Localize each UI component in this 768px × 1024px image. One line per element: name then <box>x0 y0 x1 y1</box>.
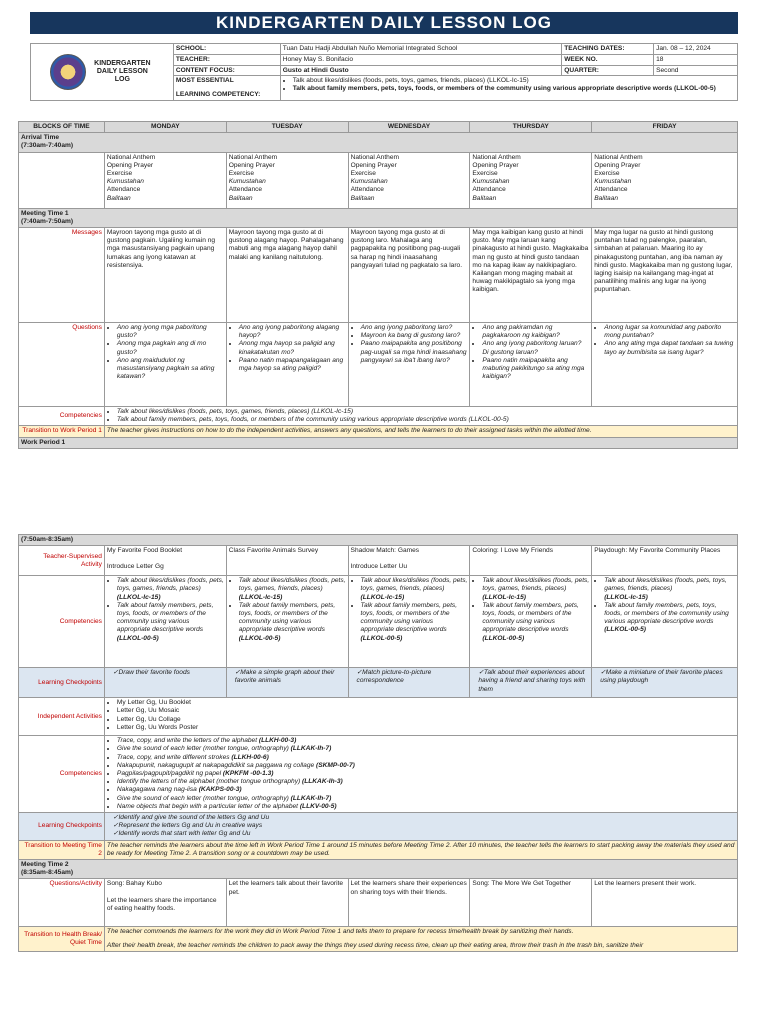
header-logo-cell <box>31 44 174 101</box>
arrival-blank <box>19 152 105 208</box>
w1-comp-monday: • Talk about likes/dislikes (foods, pets, toys, games, friends, places) (LLKOL-Ic-15) • Talk about family members, pets, toys, foods, or members of the community using various appropriate descriptive words (LLKOL-00-5) <box>104 576 226 668</box>
arrival-time: (7:30am-7:40am) <box>21 142 74 150</box>
m1-competencies: • Talk about likes/dislikes (foods, pets, toys, games, friends, places) (LLKOL-Ic-15) • Talk about family members, pets, toys, foods, or members of the community using various appropriate descriptive words (LLKOL-00-5) <box>104 407 737 426</box>
qa-tuesday: Let the learners talk about their favorite pet. <box>226 879 348 927</box>
transition-meeting2-label: Transition to Meeting Time 2 <box>19 840 105 859</box>
tsa-tuesday: Class Favorite Animals Survey <box>226 546 348 576</box>
deped-seal-logo <box>50 54 86 90</box>
schedule-table-page-2 <box>18 534 738 952</box>
focus-value: Gusto at Hindi Gusto <box>280 65 561 76</box>
tsa-friday: Playdough: My Favorite Community Places <box>592 546 738 576</box>
message-thursday: May mga kaibigan kang gusto at hindi gusto. May mga laruan kang pinakagusto at hindi gusto. Magkakaiba man ng gusto at hindi gusto tandaan mo na kapag ikaw ay nakikipaglaro. Kailangan mong maging mabait at huwag makikipagtalo sa iyong mga kaibigan. <box>470 228 592 323</box>
w1-comp-friday: • Talk about likes/dislikes (foods, pets, toys, games, friends, places) (LLKOL-Ic-15) • Talk about family members, pets, toys, foods, or members of the community using various appropriate descriptive words (LLKOL-00-5) <box>592 576 738 668</box>
schedule-table-page-1 <box>18 121 738 449</box>
arrival-title: Arrival Time <box>21 134 59 142</box>
message-wednesday: Mayroon tayong mga gusto at di gustong laro. Mahalaga ang pagpapakita ng positibong pag-uugali sa harap ng hindi inaasahang pangyayari tulad ng pagkatalo sa laro. <box>348 228 470 323</box>
mel-label-line-2: LEARNING COMPETENCY: <box>175 91 261 99</box>
meeting1-section <box>19 208 738 227</box>
week-value: 18 <box>654 54 738 65</box>
message-friday: May mga lugar na gusto at hindi gustong puntahan tulad ng palengke, paaralan, simbahan at palaruan. Maaring ito ay pinakagustong puntahan, ang iba naman ay hindi gusto. Magkakaiba man ng gustong lugar, laging isaisip na kailangang mag-ingat at panatilihing malinis ang lugar na iyong pupuntahan. <box>592 228 738 323</box>
questions-monday: • Ano ang iyong mga paboritong gusto? • Anong mga pagkain ang di mo gusto? • Ano ang maidudulot ng masustansiyang pagkain sa ating katawan? <box>104 323 226 407</box>
school-label: SCHOOL: <box>173 44 280 55</box>
arrival-tuesday: National Anthem Opening Prayer Exercise Kumustahan Attendance Balitaan <box>226 152 348 208</box>
qa-label: Questions/Activity <box>19 879 105 927</box>
questions-thursday: • Ano ang pakiramdan ng pagkakaroon ng kaibigan? • Ano ang iyong paboritong laruan? Di gustong laruan? • Paano natin maipapakita ang mabuting pakikitungo sa ating mga kaibigan? <box>470 323 592 407</box>
logo-title: KINDERGARTEN DAILY LESSON LOG <box>94 59 151 83</box>
mel-label-line-1: MOST ESSENTIAL <box>175 77 234 85</box>
transition-work1-label: Transition to Work Period 1 <box>19 426 105 437</box>
questions-wednesday: • Ano ang iyong paboritong laro? • Mayroon ka bang di gustong laro? • Paano maipapakita ang positibong pag-uugali sa mga hindi inaasahang pangyayari sa iba't ibang laro? <box>348 323 470 407</box>
arrival-friday: National Anthem Opening Prayer Exercise Kumustahan Attendance Balitaan <box>592 152 738 208</box>
work1-time: (7:50am-8:35am) <box>19 535 738 546</box>
ind-checkpoints: ✓ Identify and give the sound of the letters Gg and Uu ✓ Represent the letters Gg and Uu in creative ways ✓ Identify words that start with letter Gg and Uu <box>104 813 737 841</box>
arrival-thursday: National Anthem Opening Prayer Exercise Kumustahan Attendance Balitaan <box>470 152 592 208</box>
teacher-value: Honey May S. Bonifacio <box>280 54 561 65</box>
school-value: Tuan Datu Hadji Abdullah Nuño Memorial Integrated School <box>280 44 561 55</box>
header-table <box>30 43 738 101</box>
questions-label: Questions <box>19 323 105 407</box>
transition-break-text: The teacher commends the learners for the work they did in Work Period Time 1 and tells them to prepare for recess time/health break by sanitizing their hands. After their health break, the teacher reminds the children to pack away the things they used during recess time, clean up their eating area, throw their trash in the trash bin, sanitize their <box>104 927 737 951</box>
checkpoint-tuesday: ✓ Make a simple graph about their favorite animals <box>226 668 348 698</box>
col-head-thursday: THURSDAY <box>470 122 592 133</box>
tsa-label: Teacher-Supervised Activity <box>19 546 105 576</box>
col-head-monday: MONDAY <box>104 122 226 133</box>
work1-section-top: Work Period 1 <box>19 437 738 448</box>
m1-competencies-label: Competencies <box>19 407 105 426</box>
mel-item: • Talk about likes/dislikes (foods, pets, toys, games, friends, places) (LLKOL-Ic-15) <box>293 77 735 85</box>
meeting2-time: (8:35am-8:45am) <box>21 869 74 877</box>
tsa-wednesday: Shadow Match: Games Introduce Letter Uu <box>348 546 470 576</box>
quarter-value: Second <box>654 65 738 76</box>
arrival-wednesday: National Anthem Opening Prayer Exercise Kumustahan Attendance Balitaan <box>348 152 470 208</box>
qa-thursday: Song: The More We Get Together <box>470 879 592 927</box>
arrival-monday: National Anthem Opening Prayer Exercise Kumustahan Attendance Balitaan <box>104 152 226 208</box>
col-head-friday: FRIDAY <box>592 122 738 133</box>
independent-label: Independent Activities <box>19 698 105 736</box>
checkpoint-monday: ✓ Draw their favorite foods <box>104 668 226 698</box>
mel-item: • Talk about family members, pets, toys, foods, or members of the community using various appropriate descriptive words (LLKOL-00-5) <box>293 85 735 93</box>
dates-label: TEACHING DATES: <box>562 44 654 55</box>
message-tuesday: Mayroon tayong mga gusto at di gustong alagang hayop. Pahalagahang mabuti ang mga alagang hayop dahil malaki ang kanilang naitutulong. <box>226 228 348 323</box>
qa-friday: Let the learners present their work. <box>592 879 738 927</box>
dates-value: Jan. 08 – 12, 2024 <box>654 44 738 55</box>
w1-comp-wednesday: • Talk about likes/dislikes (foods, pets, toys, games, friends, places) (LLKOL-Ic-15) • Talk about family members, pets, toys, foods, or members of the community using various appropriate descriptive words (LLKOL-00-5) <box>348 576 470 668</box>
checkpoint-wednesday: ✓ Match picture-to-picture correspondence <box>348 668 470 698</box>
mel-label <box>173 76 280 101</box>
w1-comp-tuesday: • Talk about likes/dislikes (foods, pets, toys, games, friends, places) (LLKOL-Ic-15) • Talk about family members, pets, toys, foods, or members of the community using various appropriate descriptive words (LLKOL-00-5) <box>226 576 348 668</box>
col-head-tuesday: TUESDAY <box>226 122 348 133</box>
message-monday: Mayroon tayong mga gusto at di gustong pagkain. Ugaliing kumain ng mga masustansiyang pagkain upang lumakas ang iyong katawan at resistensiya. <box>104 228 226 323</box>
transition-break-label: Transition to Health Break/ Quiet Time <box>19 927 105 951</box>
mel-value <box>280 76 737 101</box>
ind-competencies-label: Competencies <box>19 736 105 813</box>
week-label: WEEK NO. <box>562 54 654 65</box>
col-head-wednesday: WEDNESDAY <box>348 122 470 133</box>
teacher-label: TEACHER: <box>173 54 280 65</box>
meeting2-title: Meeting Time 2 <box>21 861 69 869</box>
arrival-section <box>19 133 738 152</box>
transition-meeting2-text: The teacher reminds the learners about the time left in Work Period Time 1 around 15 minutes before Meeting Time 2. After 10 minutes, the teacher tells the learners to start packing away the materials they used and be ready for Meeting Time 2. A transition song or a countdown may be used. <box>104 840 737 859</box>
ind-checkpoints-label: Learning Checkpoints <box>19 813 105 841</box>
tsa-monday: My Favorite Food Booklet Introduce Letter Gg <box>104 546 226 576</box>
page-title: KINDERGARTEN DAILY LESSON LOG <box>30 12 738 34</box>
meeting2-section <box>19 860 738 879</box>
checkpoint-friday: ✓ Make a miniature of their favorite places using playdough <box>592 668 738 698</box>
meeting1-title: Meeting Time 1 <box>21 209 69 217</box>
checkpoint-thursday: ✓ Talk about their experiences about having a friend and sharing toys with them <box>470 668 592 698</box>
w1-checkpoints-label: Learning Checkpoints <box>19 668 105 698</box>
meeting1-time: (7:40am-7:50am) <box>21 217 74 225</box>
qa-monday: Song: Bahay Kubo Let the learners share the importance of eating healthy foods. <box>104 879 226 927</box>
w1-comp-thursday: • Talk about likes/dislikes (foods, pets, toys, games, friends, places) (LLKOL-Ic-15) • Talk about family members, pets, toys, foods, or members of the community using various appropriate descriptive words (LLKOL-00-5) <box>470 576 592 668</box>
col-head-blocks: BLOCKS OF TIME <box>19 122 105 133</box>
ind-competencies: • Trace, copy, and write the letters of the alphabet (LLKH-00-3) • Give the sound of each letter (mother tongue, orthography) (LLKAK-Ih-7) • Trace, copy, and write different strokes (LLKH-00-6) • Nakapupunit, nakagugupit at nakapagdidikit sa paggawa ng collage (SKMP-00-7) • Pagpilas/pagpupit/pagdikit ng papel (KPKFM -00-1.3) • Identify the letters of the alphabet (mother tongue orthography) (LLKAK-Ih-3) • Nakagagawa nang nag-iisa (KAKPS-00-3) • Give the sound of each letter (mother tongue, orthography) (LLKAK-Ih-7) • Name objects that begin with a particular letter of the alphabet (LLKV-00-5) <box>104 736 737 813</box>
tsa-thursday: Coloring: I Love My Friends <box>470 546 592 576</box>
w1-competencies-label: Competencies <box>19 576 105 668</box>
focus-label: CONTENT FOCUS: <box>173 65 280 76</box>
transition-work1-text: The teacher gives instructions on how to do the independent activities, answers any questions, and tells the learners to do their assigned tasks within the allotted time. <box>104 426 737 437</box>
quarter-label: QUARTER: <box>562 65 654 76</box>
qa-wednesday: Let the learners share their experiences on sharing toys with their friends. <box>348 879 470 927</box>
messages-label: Messages <box>19 228 105 323</box>
independent-activities: • My Letter Gg, Uu Booklet • Letter Gg, Uu Mosaic • Letter Gg, Uu Collage • Letter Gg, Uu Words Poster <box>104 698 737 736</box>
questions-friday: • Anong lugar sa komunidad ang paborito mong puntahan? • Ano ang ating mga dapat tandaan sa tuwing tayo ay bumibisita sa isang lugar? <box>592 323 738 407</box>
questions-tuesday: • Ano ang iyong paboritong alagang hayop? • Anong mga hayop sa paligid ang kinakatakutan mo? • Paano natin mapapangalagaan ang mga hayop sa ating paligid? <box>226 323 348 407</box>
